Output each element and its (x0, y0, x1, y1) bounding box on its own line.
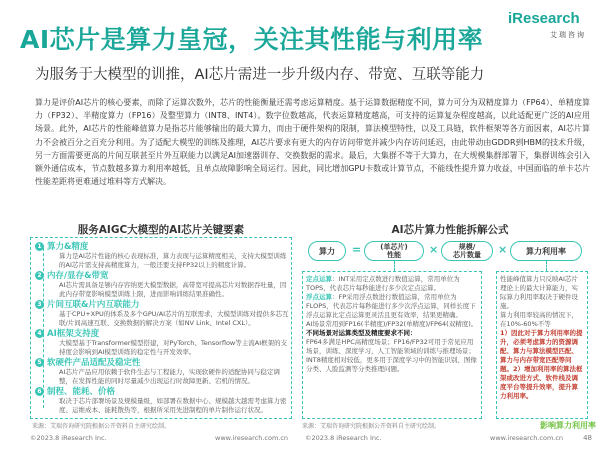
step-number: 5 (35, 358, 44, 367)
footer-copy-right: ©2023.8 iResearch Inc. (305, 434, 382, 442)
left-section-title: 服务AIGC大模型的AI芯片关键要素 (77, 224, 245, 236)
float-text: ：FP采用浮点数进行数值运算，常用单位为FLOPS，代表芯片每秒能进行多少次浮点运算，同样长度下浮点运算比定点运算更灵活且更有效率，结果更精确。 (306, 293, 476, 319)
step-head: 内存/显存&带宽 (47, 271, 109, 281)
step-desc: 大模型基于Transformer模型搭建，对PyTorch、Tensorflow等主流AI框架的支持度会影响到AI模型训练的稳定性与开发效率。 (59, 339, 288, 356)
right-section-title: AI芯片算力性能拆解公式 (391, 224, 509, 236)
connector (546, 261, 547, 271)
page-title: AI芯片是算力皇冠，关注其性能与利用率 (20, 25, 484, 54)
page-subtitle: 为服务于大模型的训推，AI芯片需进一步升级内存、带宽、互联等能力 (35, 67, 485, 83)
logo-brand: iResearch (508, 10, 580, 27)
scenario-head: 不同场景对运算类型及精度要求不同： (306, 329, 417, 337)
times-sign: × (429, 243, 439, 256)
times-sign: × (498, 243, 508, 256)
intro-paragraph: 算力是评价AI芯片的核心要素，而除了运算次数外，芯片的性能衡量还需考虑运算精度。基于运算数据精度不同，算力可分为双精度算力（FP64）、单精度算力（FP32）、半精度算力（FP16）及整型算力（INT8、INT4）。数字位数越高，代表运算精度越高，可支持的运算复杂程度越高，以此适配更广泛的AI应用场景。此外，AI芯片的性能峰值算力是指芯片能够输出的最大算力，而由于硬件架构的限制，算法模型特性，以及工具链，软件框架等各方面因素，AI芯片算力不会被百分之百充分利用。为了适配大模型的训练及推理，AI芯片要求有更大的内存访问带宽并减少内存访问延迟，由此带动由GDDR到HBM的技术升级，另一方面需要更高的片间互联甚至片外互联能力以满足AI加速器训存、交换数据的需求。最后，大集群不等于大算力，在大规模集群部署下，集群训练会引入额外通信成本，节点数越多算力利用率越低，且单点故障影响全局运行。因此，同比增加GPU卡数或计算节点，不能线性提升算力收益，中国面临的单卡芯片性能差距将更难通过堆料等方式解决。 (35, 98, 590, 187)
step-desc: 算力是AI芯片性能的核心表现标准，算力表现与运算精度相关，支持大模型训练的AI芯片需支持高精度算力，一般还要支持FP32以上的精度计算。 (59, 252, 287, 269)
step-number: 1 (35, 242, 44, 251)
step-desc: AI芯片产品应用依赖于软件生态与工程能力，实现软硬件的适配协同与稳定调整，在发挥性能的同时尽量减少出现运行时故障更新、宕机的情况。 (59, 368, 280, 385)
source-left: 来源：艾瑞咨询研究院根据公开资料自主研究绘制。 (32, 423, 171, 430)
performance-detail-box (302, 271, 482, 419)
step-desc: AI芯片需具备足够内存容纳更大模型数据，高带宽可提高芯片对数据吞吐量，因此内存带宽影响模型训练上限，进而影响训练结果准确性。 (59, 281, 287, 298)
step-head: 制程、能耗、价格 (47, 387, 116, 397)
step-desc: 取决于芯片部署场景及规模量级，如部署在数据中心、规模越大越需考虑算力密度、运维成本、能耗散热等，根据所采用先进制程的单片制作运行状况。 (59, 397, 287, 414)
step-3 (35, 298, 289, 328)
step-number: 2 (35, 271, 44, 280)
step-head: AI框架支持度 (47, 329, 100, 339)
page-number: 48 (583, 434, 592, 442)
utilization-detail-box (496, 271, 588, 419)
step-desc: 基于CPU+XPU的体系及多个GPU/AI芯片的互联需求，大模型训练对提供多芯互联/片间高速互联、交换数据的解决方案（如NV Link、Intel CXL）。 (59, 310, 289, 327)
step-number: 4 (35, 329, 44, 338)
step-4 (35, 327, 289, 357)
compute-pill: 算力 (308, 241, 346, 261)
performance-pill: (单芯片) 性能 (364, 241, 424, 261)
fixed-point-text: ：INT采用定点数进行数值运算，常用单位为TOPS，代表芯片每秒能进行多少次定点运算。 (306, 275, 460, 292)
utilization-pill: 算力利用率 (510, 241, 582, 261)
step-head: 算力&精度 (47, 242, 89, 252)
footer-url-right: www.iresearch.com.cn (490, 434, 564, 442)
equals-sign: = (352, 243, 362, 256)
float-head: 浮点运算 (306, 293, 332, 301)
iresearch-logo (500, 10, 595, 48)
utilization-text-2: 算力利用率较高的情况下，在10%-60%不等 (500, 311, 578, 328)
logo-sub: 艾瑞咨询 (550, 31, 586, 39)
step-5 (35, 356, 289, 386)
fixed-point-head: 定点运算 (306, 275, 332, 283)
connector (394, 261, 395, 271)
step-number: 3 (35, 300, 44, 309)
step-head: 软硬件产品适配及稳定性 (47, 358, 141, 368)
formula-area (300, 237, 592, 419)
step-2 (35, 269, 289, 299)
precision-note: AI场景常用到FP16(半精度)/FP32(单精度)/FP64(双精度)。 (306, 320, 478, 328)
step-6 (35, 385, 289, 415)
key-elements-box (30, 237, 292, 419)
utilization-highlight: 1）因此对于算力利用率的提升，必须考虑算力的资源调配、算力与算法模型匹配、算力与内存带宽匹配等问题。2）增加利用率的算法框架或改进方式、软件栈及调度平台等提升效率，提升算力利用率。 (500, 329, 583, 400)
utilization-text-1: 性能峰值算力只反映AI芯片理论上的最大计算能力，实际算力利用率取决于硬件设施。 (500, 275, 578, 310)
step-head: 片间互联&片内互联能力 (47, 300, 140, 310)
footer-url-left: www.iresearch.com.cn (215, 434, 289, 442)
source-right: 来源：艾瑞咨询研究院根据公开资料自主研究绘制。 (302, 423, 441, 430)
step-number: 6 (35, 387, 44, 396)
chip-count-pill: 规模/ 芯片数量 (441, 241, 493, 261)
scenario-text: FP64多满足HPC高精度场景；FP16/FP32可用于常见应用场景，训练、深度学习，人工智能领域的训练与推理场景；INT8精度相对较低，更多用于深度学习中的智能识别、图像分类、人脸监测等分类推理问题。 (306, 338, 477, 373)
footer-copy-left: ©2023.8 iResearch Inc. (30, 434, 107, 442)
watermark-text: 影响算力利用率 (540, 421, 596, 430)
step-1 (35, 240, 289, 270)
